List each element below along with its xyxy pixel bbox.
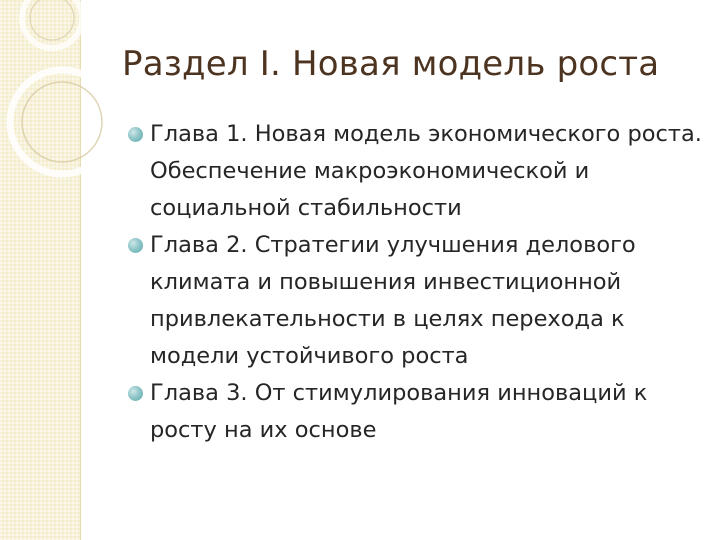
teal-circle-bullet-icon [128,238,143,253]
teal-circle-bullet-icon [128,386,143,401]
bullet-text: Глава 2. Стратегии улучшения делового климата и повышения инвестиционной привлекательности в целях перехода к модели устойчивого роста [150,232,636,369]
concentric-circles-decoration [0,0,140,200]
slide-title: Раздел I. Новая модель роста [122,44,660,84]
bullet-text: Глава 1. Новая модель экономического роста. Обеспечение макроэкономической и социальной стабильности [150,121,702,221]
bullet-item-chapter-1 [128,116,713,227]
bullet-text: Глава 3. От стимулирования инноваций к росту на их основе [150,380,648,443]
bullet-item-chapter-3 [128,375,713,449]
teal-circle-bullet-icon [128,127,143,142]
bullet-item-chapter-2 [128,227,713,375]
bullet-list [128,116,713,449]
